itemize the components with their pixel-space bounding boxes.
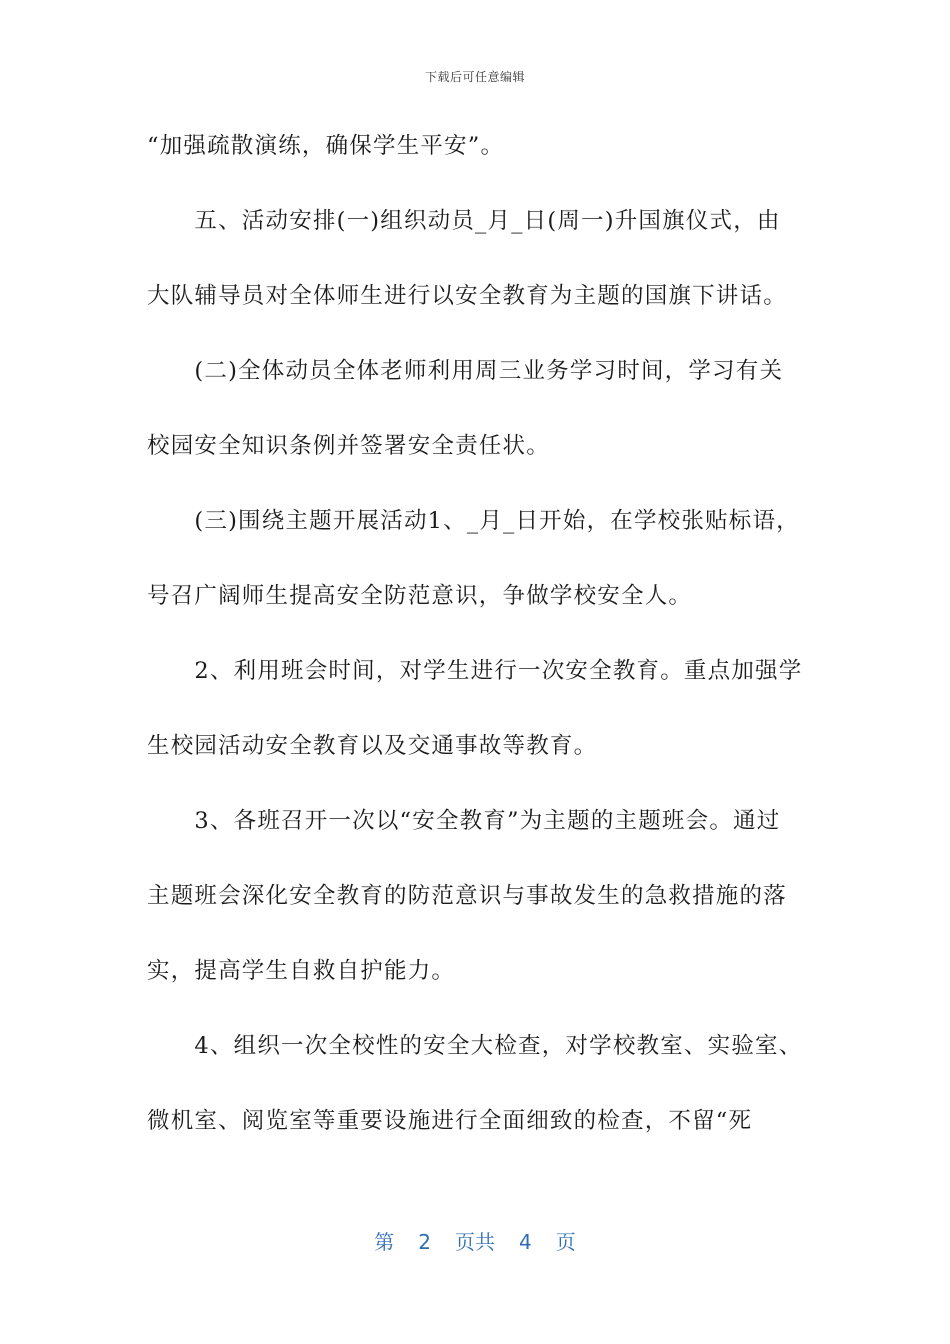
current-page-number: 2 — [418, 1230, 431, 1254]
body-line-7: 号召广阔师生提高安全防范意识，争做学校安全人。 — [147, 583, 693, 609]
body-line-4: (二)全体动员全体老师利用周三业务学习时间，学习有关 — [147, 358, 784, 384]
page-prefix: 第 — [374, 1230, 395, 1254]
page-middle: 页共 — [455, 1230, 495, 1254]
body-line-13: 4、组织一次全校性的安全大检查，对学校教室、实验室、 — [147, 1033, 803, 1059]
body-line-2: 五、活动安排(一)组织动员_月_日(周一)升国旗仪式，由 — [147, 208, 781, 234]
page-footer — [0, 1226, 950, 1255]
body-line-5: 校园安全知识条例并签署安全责任状。 — [147, 433, 550, 459]
total-pages-number: 4 — [519, 1230, 532, 1254]
page-header-note: 下载后可任意编辑 — [424, 70, 525, 84]
body-line-1: “加强疏散演练，确保学生平安”。 — [147, 133, 505, 159]
body-line-14: 微机室、阅览室等重要设施进行全面细致的检查，不留“死 — [147, 1108, 753, 1134]
page-suffix: 页 — [555, 1230, 576, 1254]
body-line-8: 2、利用班会时间，对学生进行一次安全教育。重点加强学 — [147, 658, 803, 684]
body-line-10: 3、各班召开一次以“安全教育”为主题的主题班会。通过 — [147, 808, 781, 834]
body-line-9: 生校园活动安全教育以及交通事故等教育。 — [147, 733, 598, 759]
body-line-3: 大队辅导员对全体师生进行以安全教育为主题的国旗下讲话。 — [147, 283, 787, 309]
body-line-11: 主题班会深化安全教育的防范意识与事故发生的急救措施的落 — [147, 883, 787, 909]
body-line-12: 实，提高学生自救自护能力。 — [147, 958, 456, 984]
body-line-6: (三)围绕主题开展活动1、_月_日开始，在学校张贴标语， — [147, 508, 800, 534]
